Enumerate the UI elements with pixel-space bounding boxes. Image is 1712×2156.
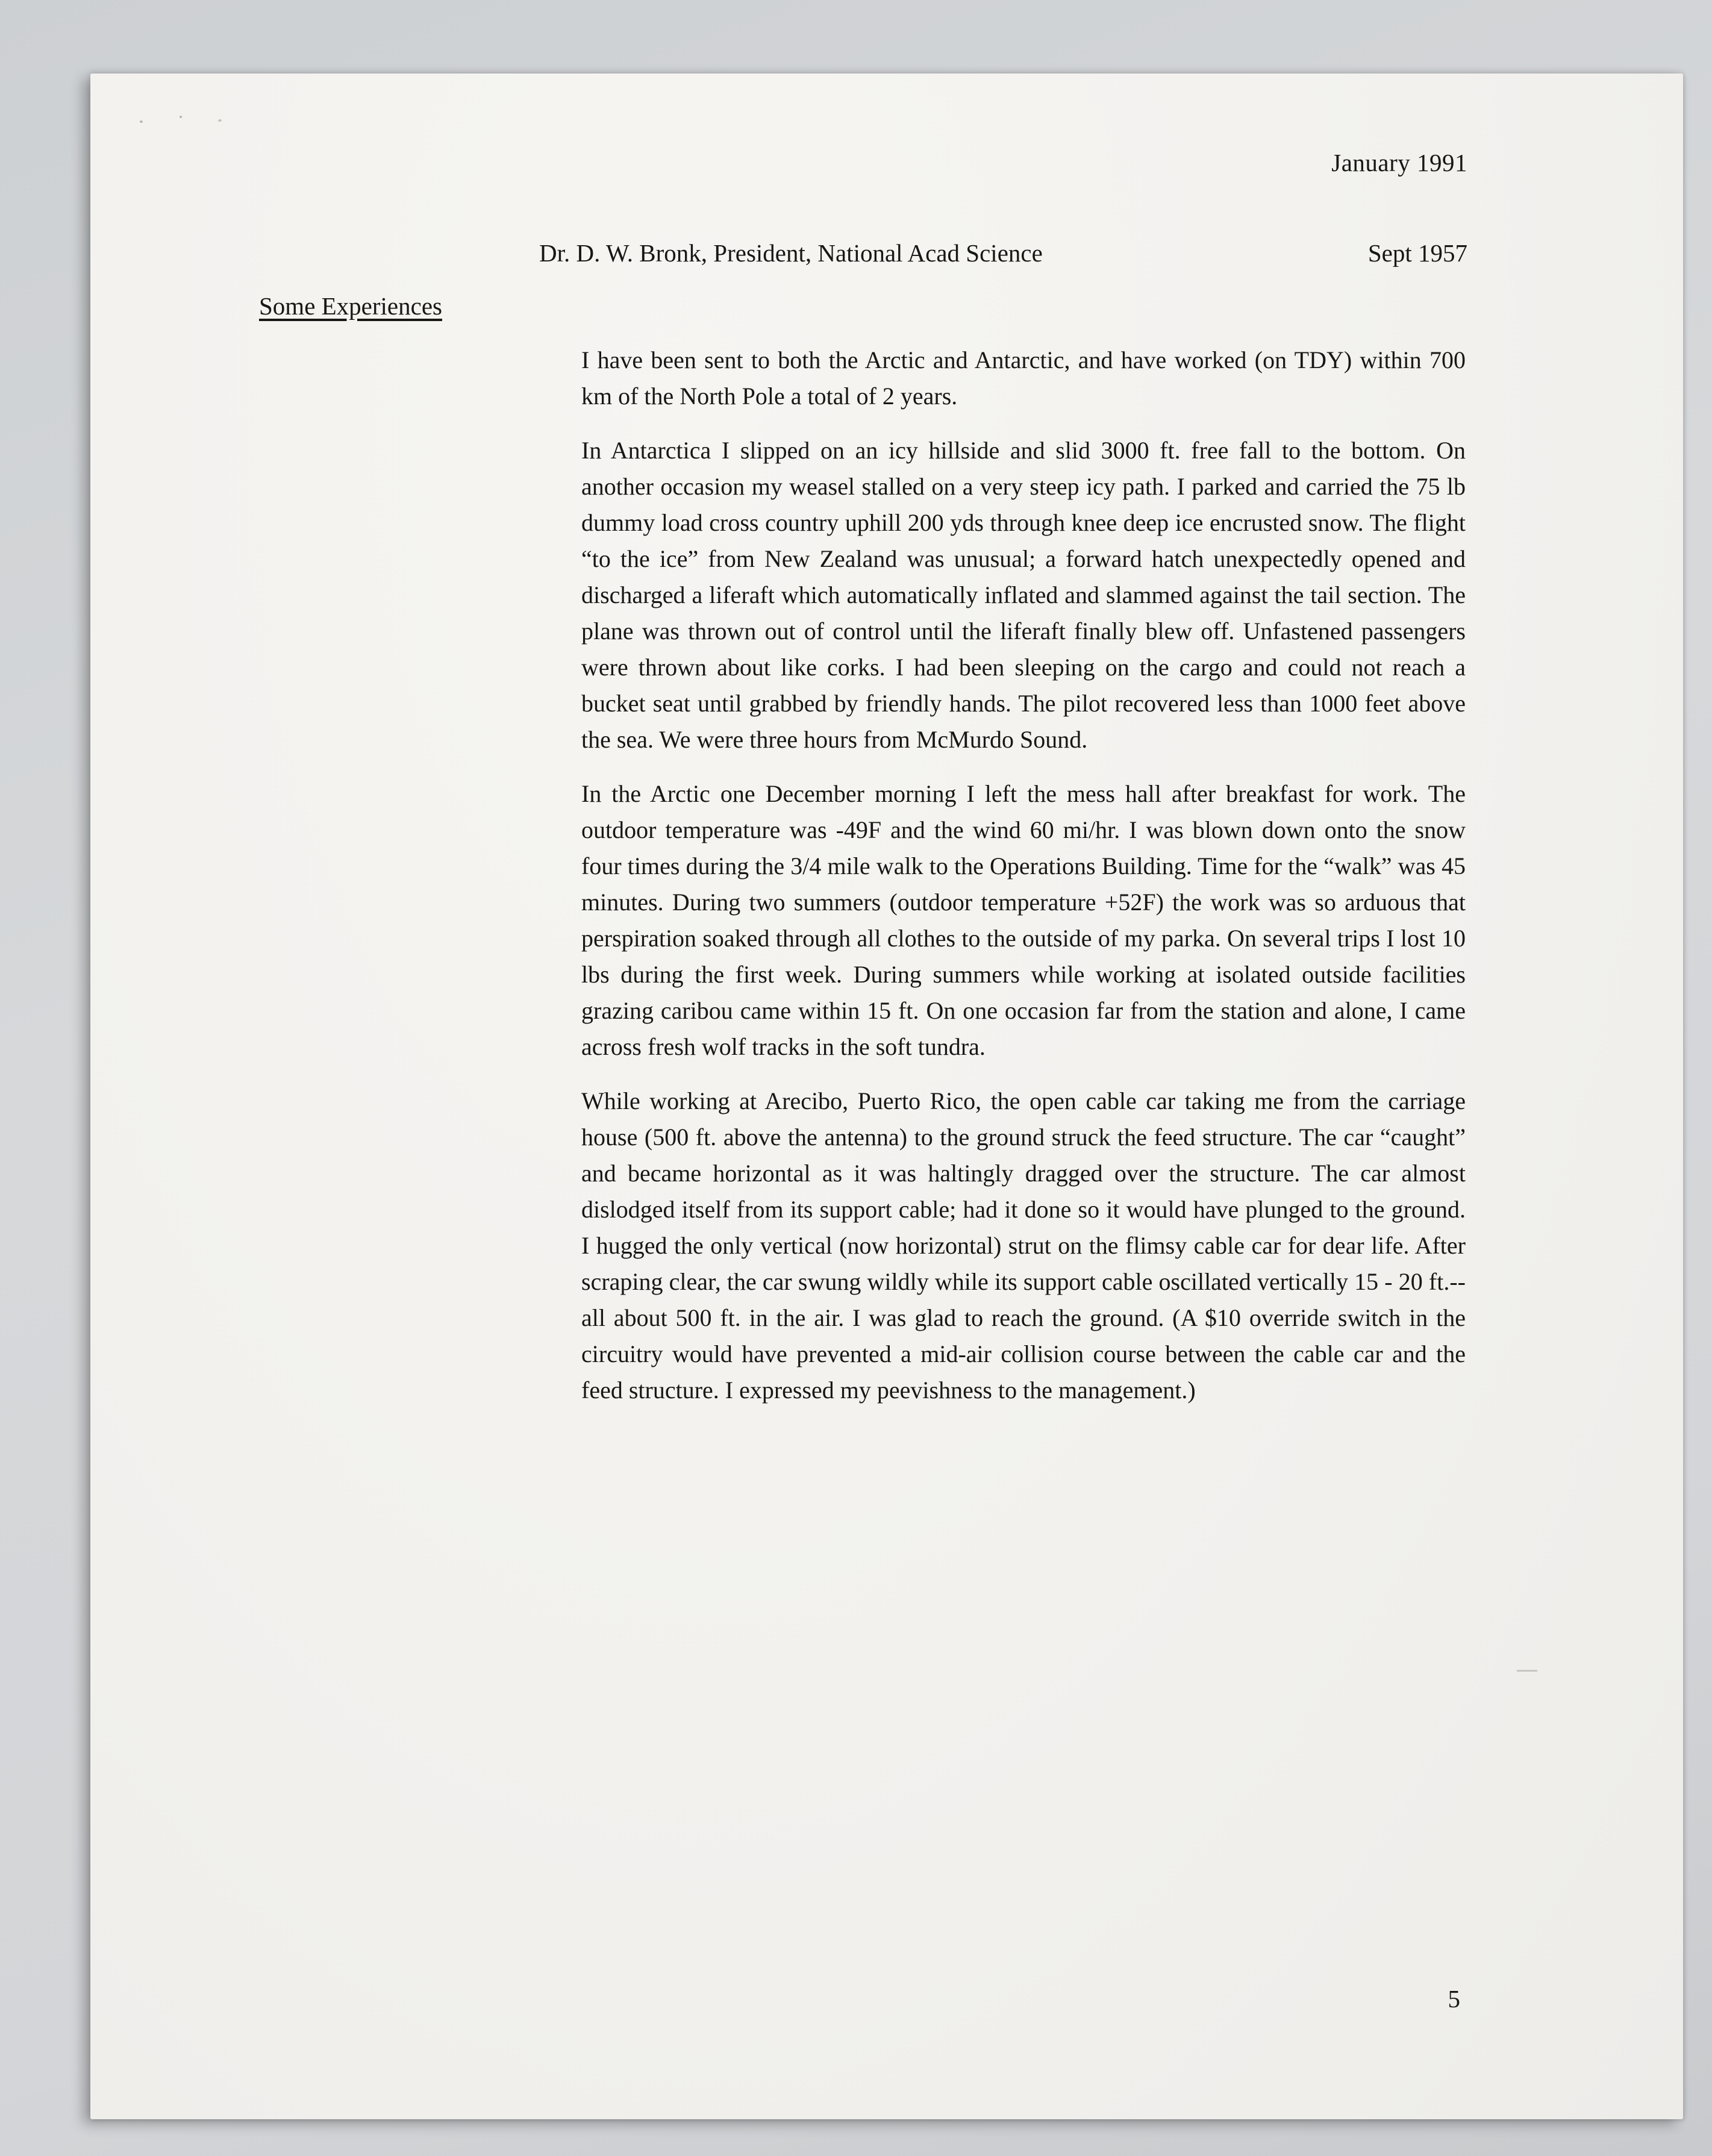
scan-mark (1517, 1670, 1537, 1672)
paragraph-4: While working at Arecibo, Puerto Rico, the open cable car taking me from the carriage house (500 ft. above the antenna) to the ground struck the feed structure. The car “caught” and became horizontal as it was haltingly dragged over the structure. The car almost dislodged itself from its support cable; had it done so it would have plunged to the ground. I hugged the only vertical (now horizontal) strut on the flimsy cable car for dear life. After scraping clear, the car swung wildly while its support cable oscillated vertically 15 - 20 ft.--all about 500 ft. in the air. I was glad to reach the ground. (A $10 override switch in the circuitry would have prevented a mid-air collision course between the cable car and the feed structure. I expressed my peevishness to the management.) (581, 1087, 1466, 1404)
document-page (90, 73, 1683, 2119)
section-heading: Some Experiences (259, 292, 442, 320)
date-line: January 1991 (1331, 149, 1467, 177)
paragraph-3: In the Arctic one December morning I left the mess hall after breakfast for work. The outdoor temperature was -49F and the wind 60 mi/hr. I was blown down onto the snow four times during the 3/4 mile walk to the Operations Building. Time for the “walk” was 45 minutes. During two summers (outdoor temperature +52F) the work was so arduous that perspiration soaked through all clothes to the outside of my parka. On several trips I lost 10 lbs during the first week. During summers while working at isolated outside facilities grazing caribou came within 15 ft. On one occasion far from the station and alone, I came across fresh wolf tracks in the soft tundra. (581, 780, 1466, 1060)
paragraph-2: In Antarctica I slipped on an icy hillside and slid 3000 ft. free fall to the bottom. On another occasion my weasel stalled on a very steep icy path. I parked and carried the 75 lb dummy load cross country uphill 200 yds through knee deep ice encrusted snow. The flight “to the ice” from New Zealand was unusual; a forward hatch unexpectedly opened and discharged a liferaft which automatically inflated and slammed against the tail section. The plane was thrown out of control until the liferaft finally blew off. Unfastened passengers were thrown about like corks. I had been sleeping on the cargo and could not reach a bucket seat until grabbed by friendly hands. The pilot recovered less than 1000 feet above the sea. We were three hours from McMurdo Sound. (581, 437, 1466, 753)
scan-speck (180, 116, 182, 118)
byline-date: Sept 1957 (1367, 239, 1467, 267)
body-text (581, 342, 1466, 1426)
scan-speck (140, 120, 143, 123)
byline: Dr. D. W. Bronk, President, National Acad Science (539, 239, 1043, 267)
scan-speck (218, 119, 222, 122)
paragraph-1: I have been sent to both the Arctic and Antarctic, and have worked (on TDY) within 700 km of the North Pole a total of 2 years. (581, 346, 1466, 410)
byline-row (539, 239, 1467, 267)
page-number: 5 (1448, 1985, 1460, 2013)
